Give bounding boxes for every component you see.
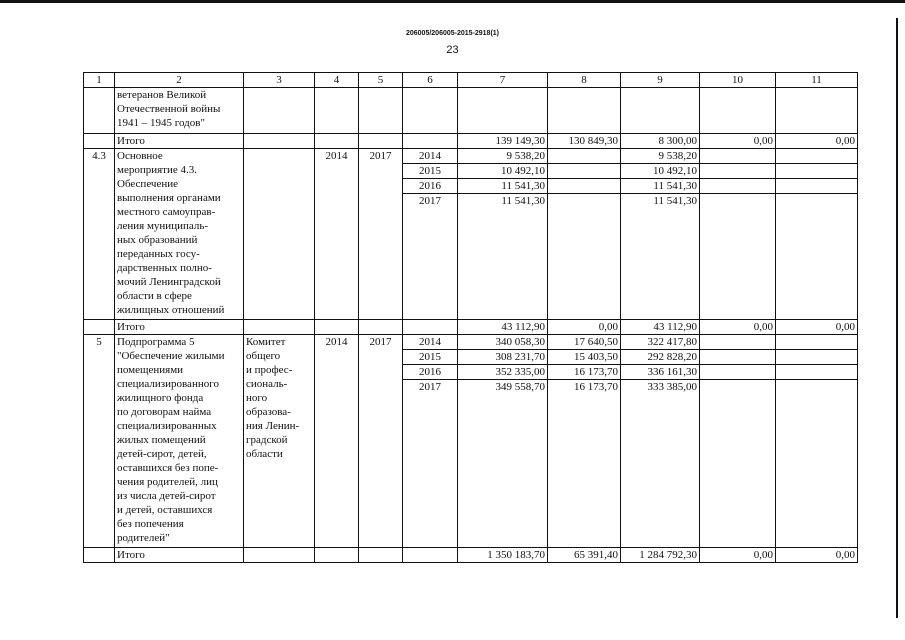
- col-header: 1: [84, 73, 115, 88]
- table-row: 2015 10 492,10 10 492,10: [84, 164, 858, 179]
- col-header: 11: [776, 73, 858, 88]
- col-header: 8: [548, 73, 621, 88]
- total-row: Итого 1 350 183,70 65 391,40 1 284 792,30 0,00 0,00: [84, 548, 858, 563]
- table-row: 4.3 Основное мероприятие 4.3. Обеспечение выполнения органами местного самоуправ- ления муниципаль- ных образований переданных госу- дарственных полно- мочий Ленинградской области в сфере жилищных отношений 2014 2017 2014 9 538,20 9 538,20: [84, 149, 858, 164]
- col-header: 10: [700, 73, 776, 88]
- col-header: 4: [315, 73, 359, 88]
- document-id: 206005/206005-2015-2918(1): [405, 30, 500, 37]
- page-number: 23: [446, 44, 459, 56]
- item-number: 5: [84, 335, 115, 548]
- table-row: 2017 349 558,70 16 173,70 333 385,00: [84, 380, 858, 548]
- table-row: 2015 308 231,70 15 403,50 292 828,20: [84, 350, 858, 365]
- col-header: 7: [458, 73, 548, 88]
- item-number: 4.3: [84, 149, 115, 320]
- table-row: [84, 88, 858, 134]
- total-label: Итого: [115, 548, 244, 563]
- start-year: 2014: [315, 335, 359, 548]
- col-header: 5: [359, 73, 403, 88]
- start-year: 2014: [315, 149, 359, 320]
- col-header: 2: [115, 73, 244, 88]
- top-border-line: [0, 0, 905, 3]
- total-row: Итого 43 112,90 0,00 43 112,90 0,00 0,00: [84, 320, 858, 335]
- col-header: 6: [403, 73, 458, 88]
- col-header: 9: [621, 73, 700, 88]
- table-row: 5 Подпрограмма 5 "Обеспечение жилыми помещениями специализированного жилищного фонда по договорам найма специализированных жилых помещений детей-сирот, детей, оставшихся без попе- чения родителей, лиц из числа детей-сирот и детей, оставшихся без попечения родителей" Комитет общего и профес- сиональ- ного образова- ния Ленин- градской области 2014 2017 2014 340 058,30 17 640,50 322 417,80: [84, 335, 858, 350]
- total-row: Итого 139 149,30 130 849,30 8 300,00 0,00 0,00: [84, 134, 858, 149]
- executor-cell: Комитет общего и профес- сиональ- ного образова- ния Ленин- градской области: [244, 335, 315, 548]
- end-year: 2017: [359, 335, 403, 548]
- program-name-cell: Основное мероприятие 4.3. Обеспечение выполнения органами местного самоуправ- ления муниципаль- ных образований переданных госу- дарственных полно- мочий Ленинградской области в сфере жилищных отношений: [115, 149, 244, 320]
- end-year: 2017: [359, 149, 403, 320]
- executor-cell: [244, 149, 315, 320]
- program-name-cell: Подпрограмма 5 "Обеспечение жилыми помещениями специализированного жилищного фонда по договорам найма специализированных жилых помещений детей-сирот, детей, оставшихся без попе- чения родителей, лиц из числа детей-сирот и детей, оставшихся без попечения родителей": [115, 335, 244, 548]
- total-label: Итого: [115, 320, 244, 335]
- program-name-cell: ветеранов Великой Отечественной войны 1941 – 1945 годов": [115, 88, 244, 134]
- col-header: 3: [244, 73, 315, 88]
- budget-table: [83, 72, 858, 563]
- column-number-row: [84, 73, 858, 88]
- table-row: 2016 352 335,00 16 173,70 336 161,30: [84, 365, 858, 380]
- table-row: 2016 11 541,30 11 541,30: [84, 179, 858, 194]
- table-row: 2017 11 541,30 11 541,30: [84, 194, 858, 320]
- right-edge-line: [896, 18, 898, 618]
- total-label: Итого: [115, 134, 244, 149]
